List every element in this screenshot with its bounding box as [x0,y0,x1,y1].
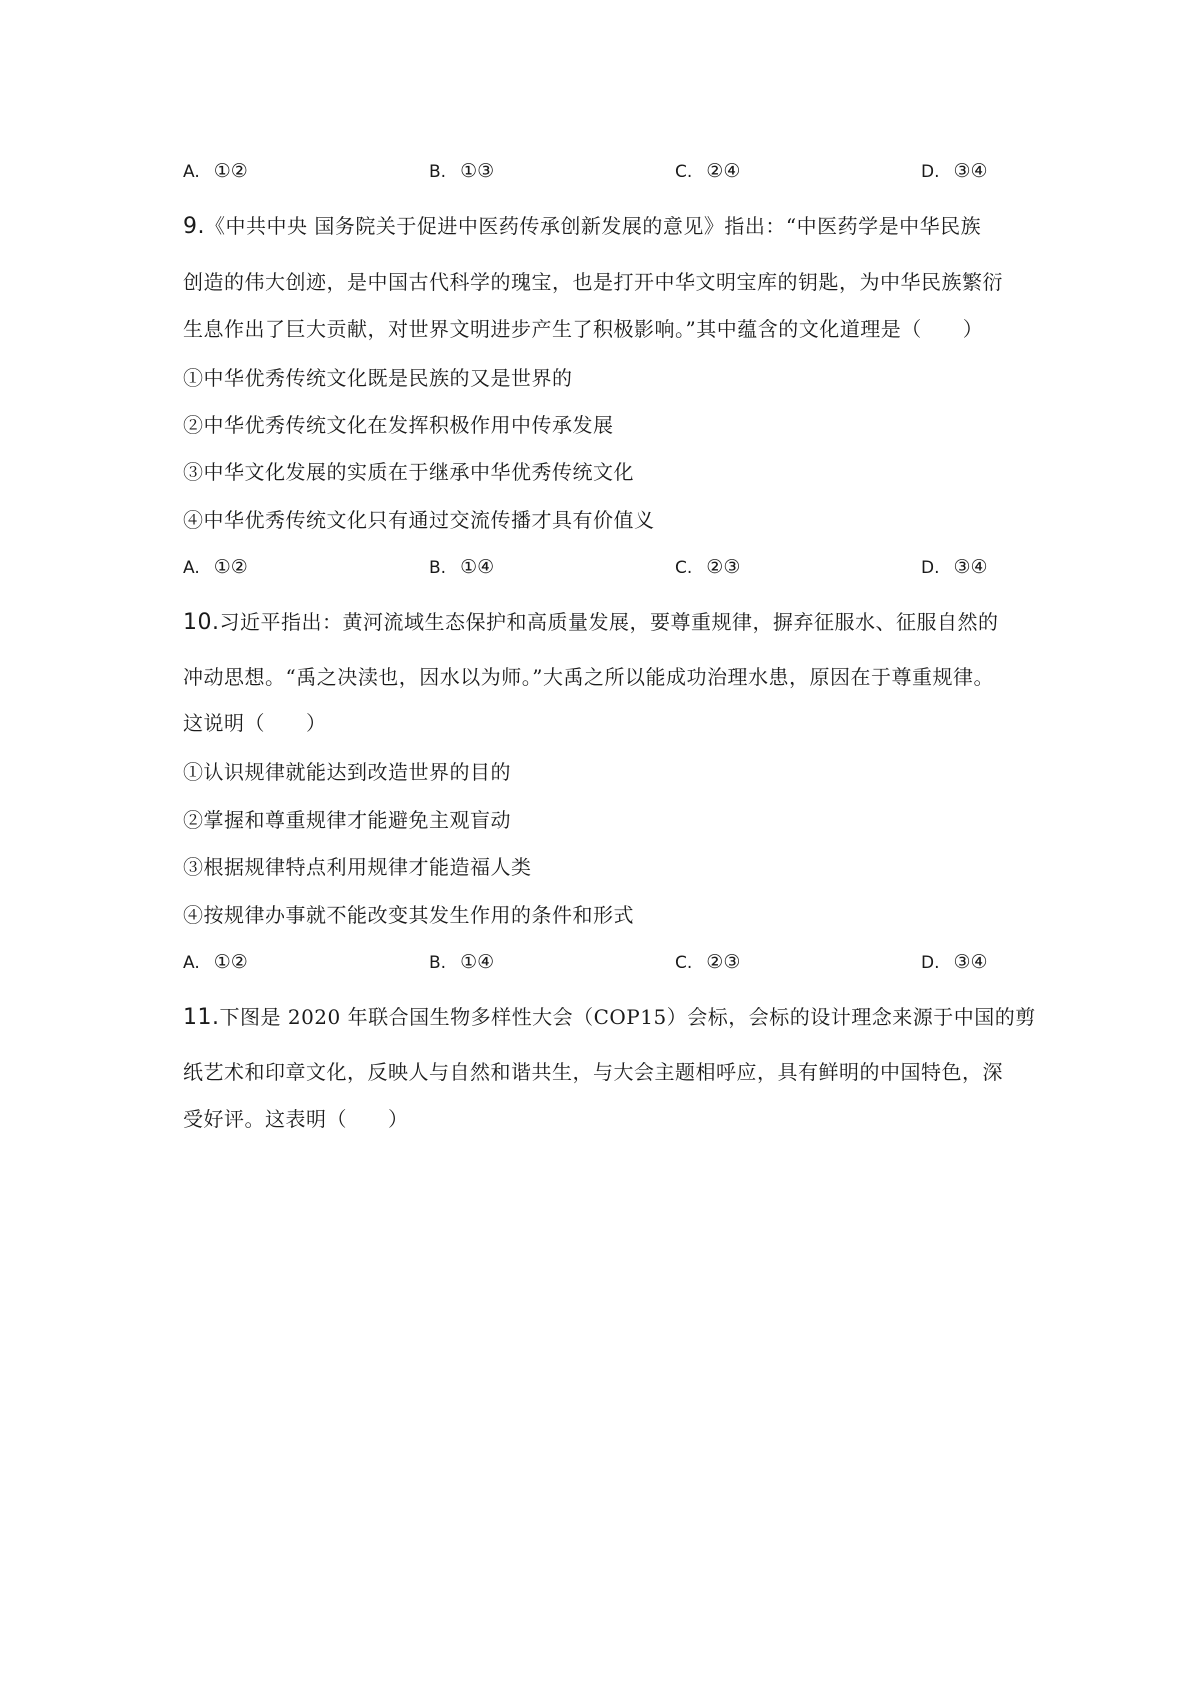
q10-statement-3: ③根据规律特点利用规律才能造福人类 [183,855,532,879]
q9-option-c[interactable] [675,553,740,582]
option-text: ①④ [460,556,495,578]
stem-text: 下图是 2020 年联合国生物多样性大会（COP15）会标，会标的设计理念来源于中国的剪 [219,1005,1036,1029]
q10-statement-1: ①认识规律就能达到改造世界的目的 [183,760,511,784]
option-letter: D. [921,162,940,182]
question-number: 9. [183,214,205,239]
option-text: ①② [213,556,248,578]
q8-option-c[interactable] [675,157,740,186]
q9-statement-1: ①中华优秀传统文化既是民族的又是世界的 [183,366,573,390]
q8-options [183,157,1043,185]
option-text: ①② [213,160,248,182]
option-letter: C. [675,558,693,578]
q9-option-b[interactable] [429,553,494,582]
option-text: ③④ [953,556,988,578]
option-text: ②④ [706,160,741,182]
option-text: ①② [213,951,248,973]
q10-option-b[interactable] [429,948,494,977]
q10-option-a[interactable] [183,948,248,977]
option-letter: A. [183,558,200,578]
q10-option-c[interactable] [675,948,740,977]
option-letter: B. [429,558,447,578]
q9-option-d[interactable] [921,553,988,582]
q10-statement-2: ②掌握和尊重规律才能避免主观盲动 [183,808,511,832]
option-text: ①④ [460,951,495,973]
q9-option-a[interactable] [183,553,248,582]
q9-statement-3: ③中华文化发展的实质在于继承中华优秀传统文化 [183,460,634,484]
q9-stem-line-1 [183,212,981,241]
option-text: ③④ [953,160,988,182]
q9-stem-line-3: 生息作出了巨大贡献，对世界文明进步产生了积极影响。”其中蕴含的文化道理是（ ） [183,317,984,341]
option-letter: A. [183,162,200,182]
q10-stem-line-1 [183,608,999,637]
q10-statement-4: ④按规律办事就不能改变其发生作用的条件和形式 [183,903,634,927]
q11-stem-line-2: 纸艺术和印章文化，反映人与自然和谐共生，与大会主题相呼应，具有鲜明的中国特色，深 [183,1060,1003,1084]
stem-text: 《中共中央 国务院关于促进中医药传承创新发展的意见》指出：“中医药学是中华民族 [205,214,982,238]
option-text: ②③ [706,556,741,578]
question-number: 11. [183,1005,220,1030]
q10-options [183,948,1043,976]
q8-option-a[interactable] [183,157,248,186]
q8-option-d[interactable] [921,157,988,186]
option-letter: D. [921,558,940,578]
q9-options [183,553,1043,581]
stem-text: 习近平指出：黄河流域生态保护和高质量发展，要尊重规律，摒弃征服水、征服自然的 [219,610,999,634]
q9-statement-4: ④中华优秀传统文化只有通过交流传播才具有价值义 [183,508,655,532]
q8-option-b[interactable] [429,157,494,186]
q9-stem-line-2: 创造的伟大创迹，是中国古代科学的瑰宝，也是打开中华文明宝库的钥匙，为中华民族繁衍 [183,270,1003,294]
question-number: 10. [183,610,220,635]
q10-stem-line-2: 冲动思想。“禹之决渎也，因水以为师。”大禹之所以能成功治理水患，原因在于尊重规律。 [183,665,994,689]
option-letter: D. [921,953,940,973]
option-letter: C. [675,953,693,973]
option-text: ②③ [706,951,741,973]
q10-option-d[interactable] [921,948,988,977]
q9-statement-2: ②中华优秀传统文化在发挥积极作用中传承发展 [183,413,614,437]
option-text: ③④ [953,951,988,973]
q10-stem-line-3: 这说明（ ） [183,711,327,735]
option-letter: C. [675,162,693,182]
q11-stem-line-1 [183,1003,1036,1032]
option-letter: B. [429,162,447,182]
option-letter: B. [429,953,447,973]
q11-stem-line-3: 受好评。这表明（ ） [183,1107,409,1131]
option-text: ①③ [460,160,495,182]
option-letter: A. [183,953,200,973]
